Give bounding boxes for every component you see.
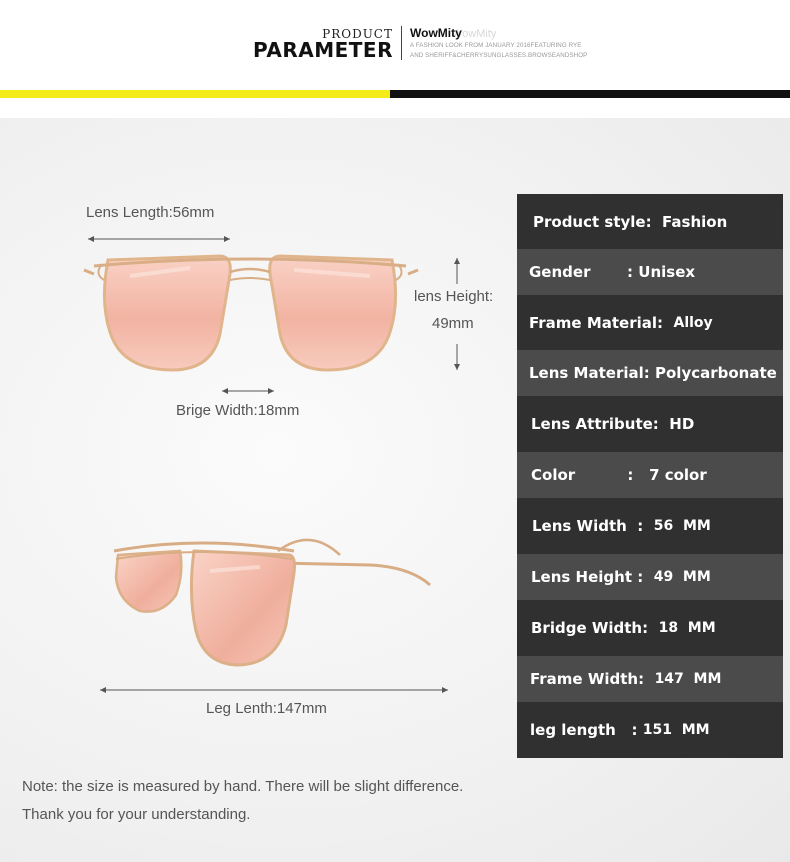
- spec-row-lens-width: [517, 498, 783, 554]
- lens-height-label-line1: lens Height:: [414, 288, 494, 305]
- spec-row-bridge-width: [517, 600, 783, 656]
- lens-height-arrow-bottom: [452, 342, 462, 372]
- spec-value: Fashion: [662, 212, 728, 231]
- spec-row-lens-attribute: [517, 396, 783, 452]
- spec-label: Gender :: [529, 263, 634, 281]
- sunglasses-side-image: [110, 515, 440, 675]
- sunglasses-front-image: [80, 246, 420, 380]
- spec-value: Polycarbonate: [655, 364, 777, 382]
- lens-height-arrow-top: [452, 256, 462, 286]
- lens-height-label-line2: 49mm: [432, 315, 474, 332]
- header-product-label: PRODUCT: [322, 27, 393, 41]
- header-tagline-line2: AND SHERIFF&CHERRYSUNGLASSES.BROWSEANDSHOP: [410, 52, 588, 59]
- note-line2: Thank you for your understanding.: [22, 806, 251, 823]
- header-divider: [401, 26, 402, 60]
- spec-value: Unisex: [638, 263, 696, 281]
- spec-label: Lens Material:: [529, 364, 650, 382]
- spec-value: HD: [669, 415, 695, 433]
- spec-label: Product style:: [533, 212, 652, 231]
- note-line1: Note: the size is measured by hand. There will be slight difference.: [22, 778, 464, 795]
- spec-row-frame-width: [517, 656, 783, 702]
- spec-label: Lens Attribute:: [531, 415, 659, 433]
- spec-label: Frame Material:: [529, 313, 664, 332]
- spec-value: 151 MM: [642, 722, 710, 738]
- lens-length-arrow: [86, 234, 232, 244]
- spec-row-lens-material: [517, 350, 783, 396]
- spec-value: 18 MM: [658, 620, 716, 636]
- header-brand: WowMity: [410, 26, 462, 40]
- spec-value: 56 MM: [653, 518, 711, 534]
- header-tagline-line1: A FASHION LOOK FROM JANUARY 2016FEATURING RYE: [410, 42, 582, 49]
- spec-label: Lens Width :: [532, 517, 644, 535]
- spec-label: Frame Width:: [530, 670, 645, 688]
- spec-value: 49 MM: [653, 569, 711, 585]
- page-header: [0, 0, 790, 90]
- spec-row-frame-material: [517, 295, 783, 350]
- spec-label: leg length :: [530, 721, 638, 739]
- yellow-accent-bar: [0, 90, 390, 98]
- leg-length-label: Leg Lenth:147mm: [206, 700, 327, 717]
- spec-value: 147 MM: [654, 671, 722, 687]
- spec-row-color: [517, 452, 783, 498]
- bridge-width-arrow: [220, 386, 276, 396]
- spec-label: Bridge Width:: [531, 619, 649, 637]
- spec-value: Alloy: [673, 314, 713, 331]
- spec-row-gender: [517, 249, 783, 295]
- header-brand-watermark: WowMity: [452, 28, 497, 40]
- lens-length-label: Lens Length:56mm: [86, 204, 215, 221]
- black-accent-bar: [390, 90, 790, 98]
- spec-row-product-style: [517, 194, 783, 249]
- spec-label: Lens Height :: [531, 568, 644, 586]
- bridge-width-label: Brige Width:18mm: [176, 402, 300, 419]
- header-parameter-title: PARAMETER: [253, 38, 393, 62]
- spec-row-lens-height: [517, 554, 783, 600]
- leg-length-arrow: [98, 685, 450, 695]
- spec-row-leg-length: [517, 702, 783, 758]
- spec-label: Color :: [531, 466, 634, 484]
- spec-value: 7 color: [649, 466, 707, 484]
